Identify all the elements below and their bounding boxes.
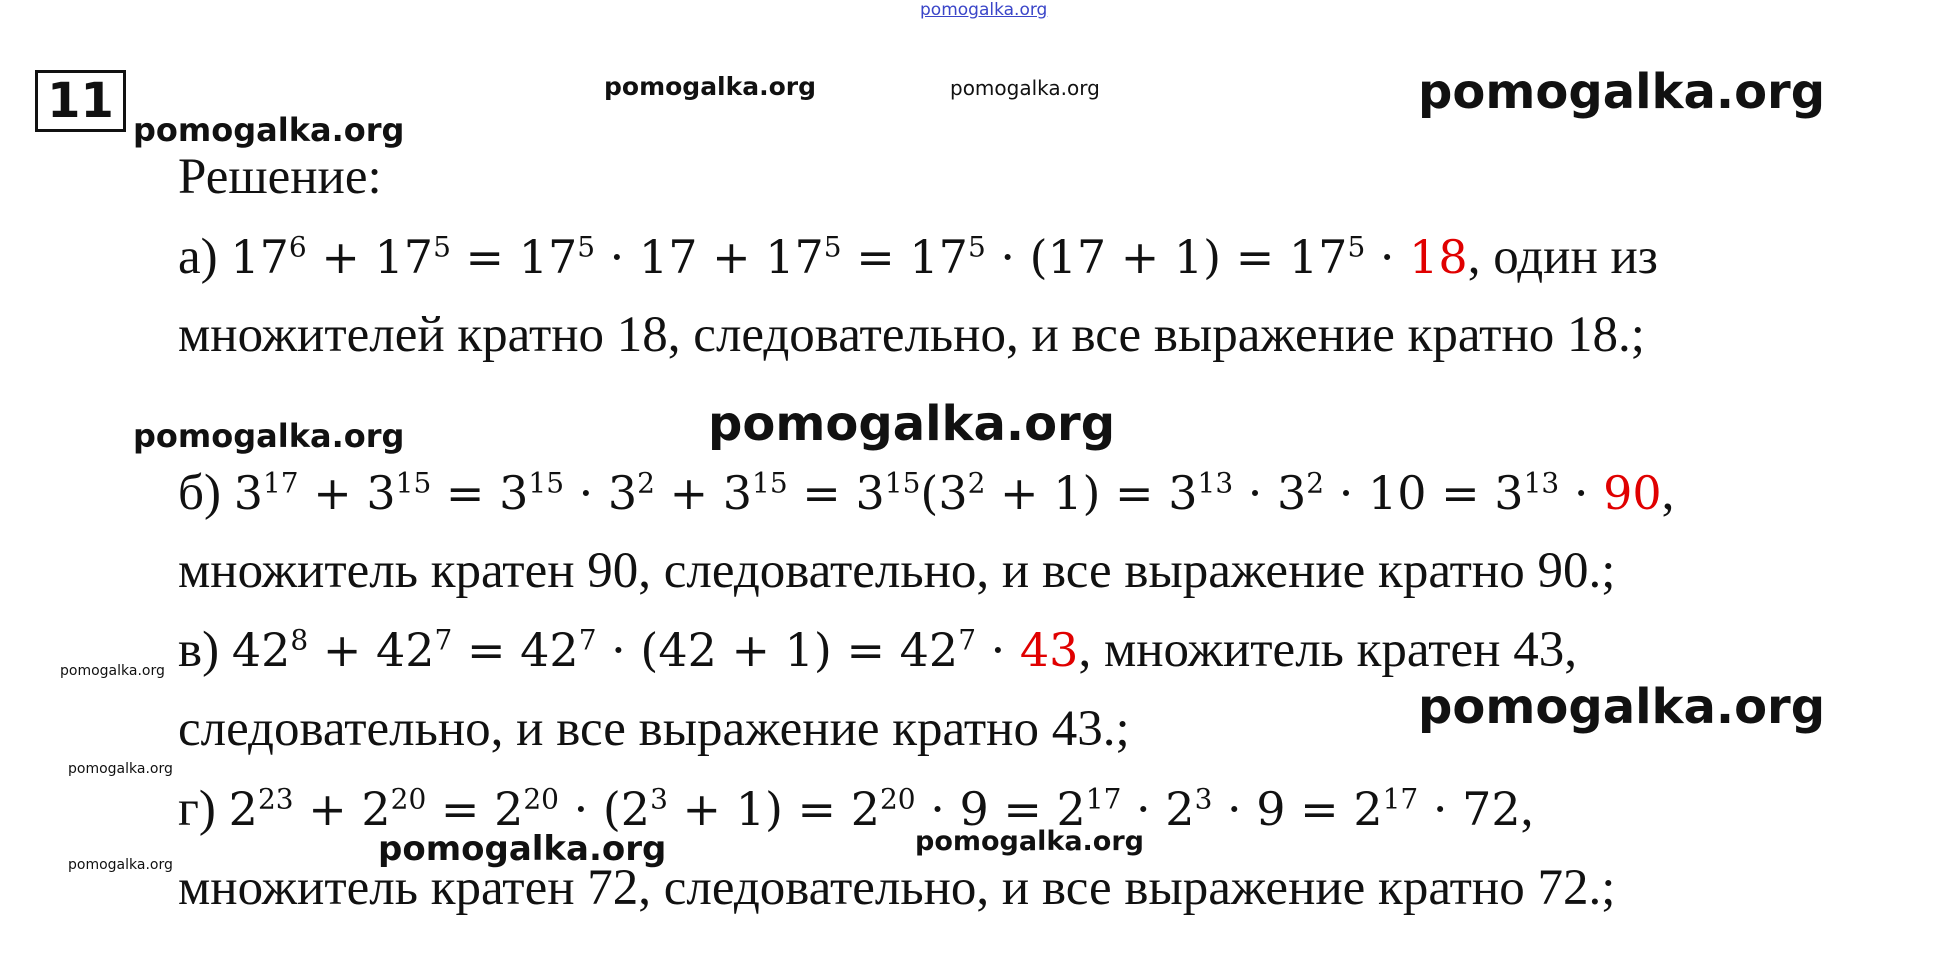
part-c-highlight: 43 (1019, 623, 1079, 677)
watermark: pomogalka.org (60, 663, 165, 679)
part-a-expression: $17^6 + 17^5 = 17^5 \cdot 17 + 17^5 = 17^5 \cdot (17 + 1) = 17^5 \cdot 18$ (230, 230, 1468, 284)
part-b-line-1 (178, 465, 1675, 521)
part-d-line-2: множитель кратен 72, следовательно, и все выражение кратно 72.; (178, 860, 1616, 916)
part-a-tail: , один из (1467, 229, 1658, 285)
watermark: pomogalka.org (68, 857, 173, 873)
watermark: pomogalka.org (950, 76, 1100, 100)
part-b-highlight: 90 (1603, 466, 1662, 520)
part-c-line-2: следовательно, и все выражение кратно 43.; (178, 701, 1130, 757)
part-a-highlight: 18 (1409, 230, 1468, 284)
part-d-line-1 (178, 781, 1534, 837)
part-a-label: а) (178, 229, 231, 285)
part-d-label: г) (178, 781, 229, 837)
problem-number-box (35, 70, 126, 132)
part-b-label: б) (178, 465, 234, 521)
part-b-line-2: множитель кратен 90, следовательно, и все выражение кратно 90.; (178, 543, 1616, 599)
watermark: pomogalka.org (68, 761, 173, 777)
solution-heading: Решение: (178, 149, 382, 205)
part-b-tail: , (1661, 465, 1675, 521)
part-c-expression: $42^8 + 42^7 = 42^7 \cdot (42 + 1) = 42^7 \cdot 43$ (231, 623, 1079, 677)
watermark: pomogalka.org (604, 72, 817, 101)
watermark: pomogalka.org (708, 396, 1116, 452)
part-c-tail: , множитель кратен 43, (1078, 622, 1577, 678)
watermark: pomogalka.org (378, 829, 667, 869)
part-c-label: в) (178, 622, 232, 678)
part-a-line-2: множителей кратно 18, следовательно, и все выражение кратно 18.; (178, 307, 1645, 363)
watermark: pomogalka.org (915, 826, 1144, 857)
watermark: pomogalka.org (1418, 679, 1826, 735)
watermark: pomogalka.org (1418, 64, 1826, 120)
problem-number: 11 (47, 73, 114, 129)
part-d-tail: , (1520, 781, 1534, 837)
part-d-expression: $2^{23} + 2^{20} = 2^{20} \cdot (2^3 + 1) = 2^{20} \cdot 9 = 2^{17} \cdot 2^3 \cdot 9 = 2^{17} \cdot 72$ (228, 782, 1521, 836)
watermark: pomogalka.org (133, 111, 405, 149)
watermark: pomogalka.org (133, 417, 405, 455)
part-c-line-1 (178, 622, 1577, 678)
part-b-expression: $3^{17} + 3^{15} = 3^{15} \cdot 3^2 + 3^{15} = 3^{15}(3^2 + 1) = 3^{13} \cdot 3^2 \cdot 10 = 3^{13} \cdot 90$ (233, 466, 1662, 520)
watermark-top-link[interactable]: pomogalka.org (920, 0, 1048, 20)
part-a-line-1 (178, 229, 1658, 285)
